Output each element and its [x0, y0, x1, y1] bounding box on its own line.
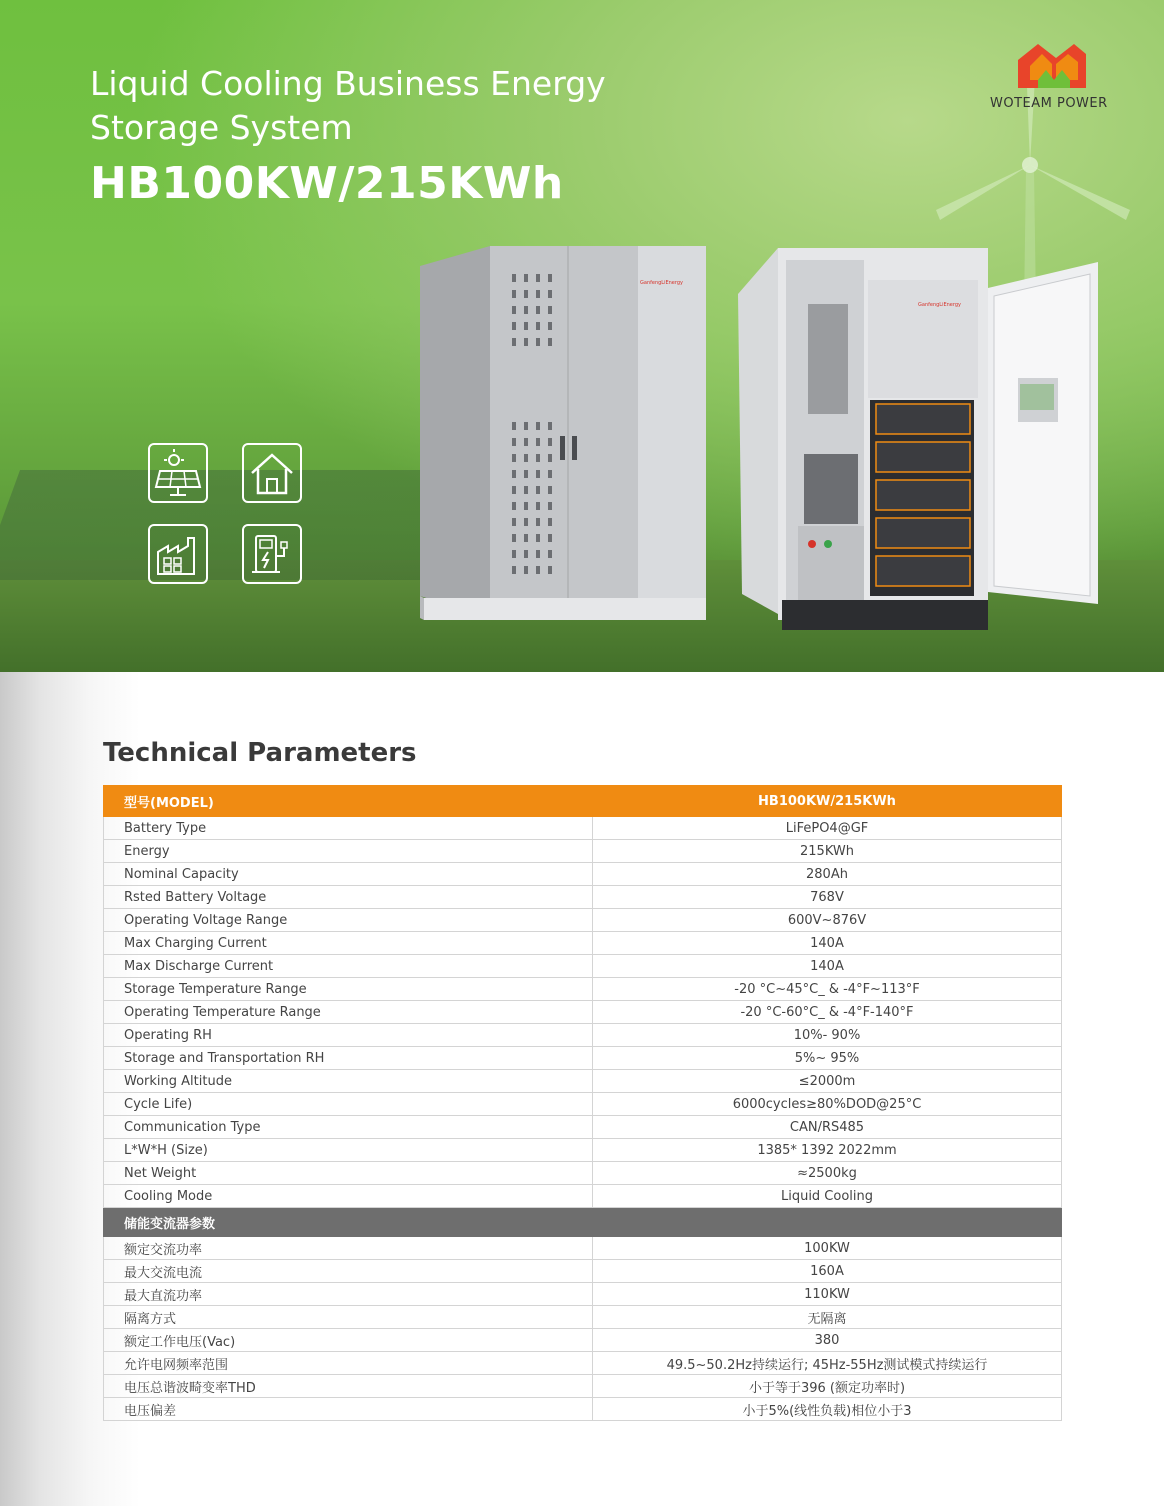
table-row	[104, 1237, 1062, 1260]
parameter-label: Cycle Life)	[104, 1093, 593, 1116]
pcs-section-header-row	[104, 1208, 1062, 1237]
parameter-label: Communication Type	[104, 1116, 593, 1139]
parameter-value: -20 °C~45°C_ & -4°F~113°F	[593, 978, 1062, 1001]
parameter-value: 215KWh	[593, 840, 1062, 863]
parameter-value: 5%~ 95%	[593, 1047, 1062, 1070]
ev-charger-icon	[242, 524, 302, 584]
parameter-label: 储能变流器参数	[104, 1208, 593, 1237]
parameter-value: 1385* 1392 2022mm	[593, 1139, 1062, 1162]
parameter-value: 280Ah	[593, 863, 1062, 886]
parameter-value: 600V~876V	[593, 909, 1062, 932]
table-row	[104, 955, 1062, 978]
parameter-label: Operating Temperature Range	[104, 1001, 593, 1024]
table-row	[104, 1093, 1062, 1116]
table-row	[104, 1398, 1062, 1421]
parameter-label: Net Weight	[104, 1162, 593, 1185]
table-row	[104, 1329, 1062, 1352]
table-row	[104, 1047, 1062, 1070]
table-row	[104, 1283, 1062, 1306]
parameter-value: 49.5~50.2Hz持续运行; 45Hz-55Hz测试模式持续运行	[593, 1352, 1062, 1375]
brand-logo	[986, 40, 1126, 120]
parameter-label: Rsted Battery Voltage	[104, 886, 593, 909]
parameter-value: LiFePO4@GF	[593, 817, 1062, 840]
parameter-value: HB100KW/215KWh	[593, 786, 1062, 817]
title-line-1: Liquid Cooling Business Energy	[90, 64, 606, 103]
woteam-logo-icon	[986, 40, 1126, 96]
table-row	[104, 886, 1062, 909]
parameter-label: 额定工作电压(Vac)	[104, 1329, 593, 1352]
parameter-label: 电压总谐波畸变率THD	[104, 1375, 593, 1398]
solar-panel-icon	[148, 443, 208, 503]
parameter-label: 最大交流电流	[104, 1260, 593, 1283]
table-row	[104, 1185, 1062, 1208]
table-row	[104, 1375, 1062, 1398]
parameter-label: Battery Type	[104, 817, 593, 840]
cabinet-open-label: GanfengLiEnergy	[918, 302, 961, 308]
parameter-label: Operating Voltage Range	[104, 909, 593, 932]
house-icon	[242, 443, 302, 503]
parameter-label: Energy	[104, 840, 593, 863]
parameter-label: Cooling Mode	[104, 1185, 593, 1208]
technical-parameters-table	[103, 785, 1062, 1421]
parameter-label: Nominal Capacity	[104, 863, 593, 886]
table-row	[104, 1024, 1062, 1047]
parameter-value: 768V	[593, 886, 1062, 909]
parameter-value: ≈2500kg	[593, 1162, 1062, 1185]
cabinet-closed-image	[420, 246, 706, 636]
table-row	[104, 1139, 1062, 1162]
table-row	[104, 909, 1062, 932]
parameter-label: 电压偏差	[104, 1398, 593, 1421]
parameter-value: 6000cycles≥80%DOD@25°C	[593, 1093, 1062, 1116]
parameter-label: 最大直流功率	[104, 1283, 593, 1306]
table-row	[104, 1306, 1062, 1329]
table-body	[104, 786, 1062, 1421]
table-row	[104, 1070, 1062, 1093]
parameter-label: L*W*H (Size)	[104, 1139, 593, 1162]
table-row	[104, 1260, 1062, 1283]
parameter-value: Liquid Cooling	[593, 1185, 1062, 1208]
table-row	[104, 932, 1062, 955]
table-row	[104, 1001, 1062, 1024]
parameter-label: Max Discharge Current	[104, 955, 593, 978]
parameter-value: 160A	[593, 1260, 1062, 1283]
parameter-label: Storage and Transportation RH	[104, 1047, 593, 1070]
parameter-value: 100KW	[593, 1237, 1062, 1260]
parameter-label: Working Altitude	[104, 1070, 593, 1093]
title-line-2: Storage System	[90, 108, 353, 147]
parameter-value: -20 °C-60°C_ & -4°F-140°F	[593, 1001, 1062, 1024]
brand-name: WOTEAM POWER	[990, 96, 1108, 111]
section-title: Technical Parameters	[103, 738, 417, 768]
parameter-label: Storage Temperature Range	[104, 978, 593, 1001]
table-row	[104, 840, 1062, 863]
table-row	[104, 1116, 1062, 1139]
table-row	[104, 1162, 1062, 1185]
table-header-row	[104, 786, 1062, 817]
parameter-value	[593, 1208, 1062, 1237]
parameter-value: 140A	[593, 932, 1062, 955]
parameter-label: 型号(MODEL)	[104, 786, 593, 817]
parameter-value: 无隔离	[593, 1306, 1062, 1329]
parameter-value: 140A	[593, 955, 1062, 978]
parameter-value: ≤2000m	[593, 1070, 1062, 1093]
parameter-value: CAN/RS485	[593, 1116, 1062, 1139]
parameter-value: 小于5%(线性负载)相位小于3	[593, 1398, 1062, 1421]
parameter-label: 允许电网频率范围	[104, 1352, 593, 1375]
product-title	[90, 62, 606, 150]
parameter-label: 额定交流功率	[104, 1237, 593, 1260]
parameter-value: 380	[593, 1329, 1062, 1352]
cabinet-closed-label: GanfengLiEnergy	[640, 280, 683, 286]
parameter-label: 隔离方式	[104, 1306, 593, 1329]
factory-icon	[148, 524, 208, 584]
parameter-label: Operating RH	[104, 1024, 593, 1047]
table-row	[104, 978, 1062, 1001]
table-row	[104, 863, 1062, 886]
parameter-value: 小于等于396 (额定功率时)	[593, 1375, 1062, 1398]
parameter-label: Max Charging Current	[104, 932, 593, 955]
model-title: HB100KW/215KWh	[90, 158, 564, 209]
parameter-value: 10%- 90%	[593, 1024, 1062, 1047]
table-row	[104, 1352, 1062, 1375]
table-row	[104, 817, 1062, 840]
parameter-value: 110KW	[593, 1283, 1062, 1306]
hero-banner	[0, 0, 1164, 672]
